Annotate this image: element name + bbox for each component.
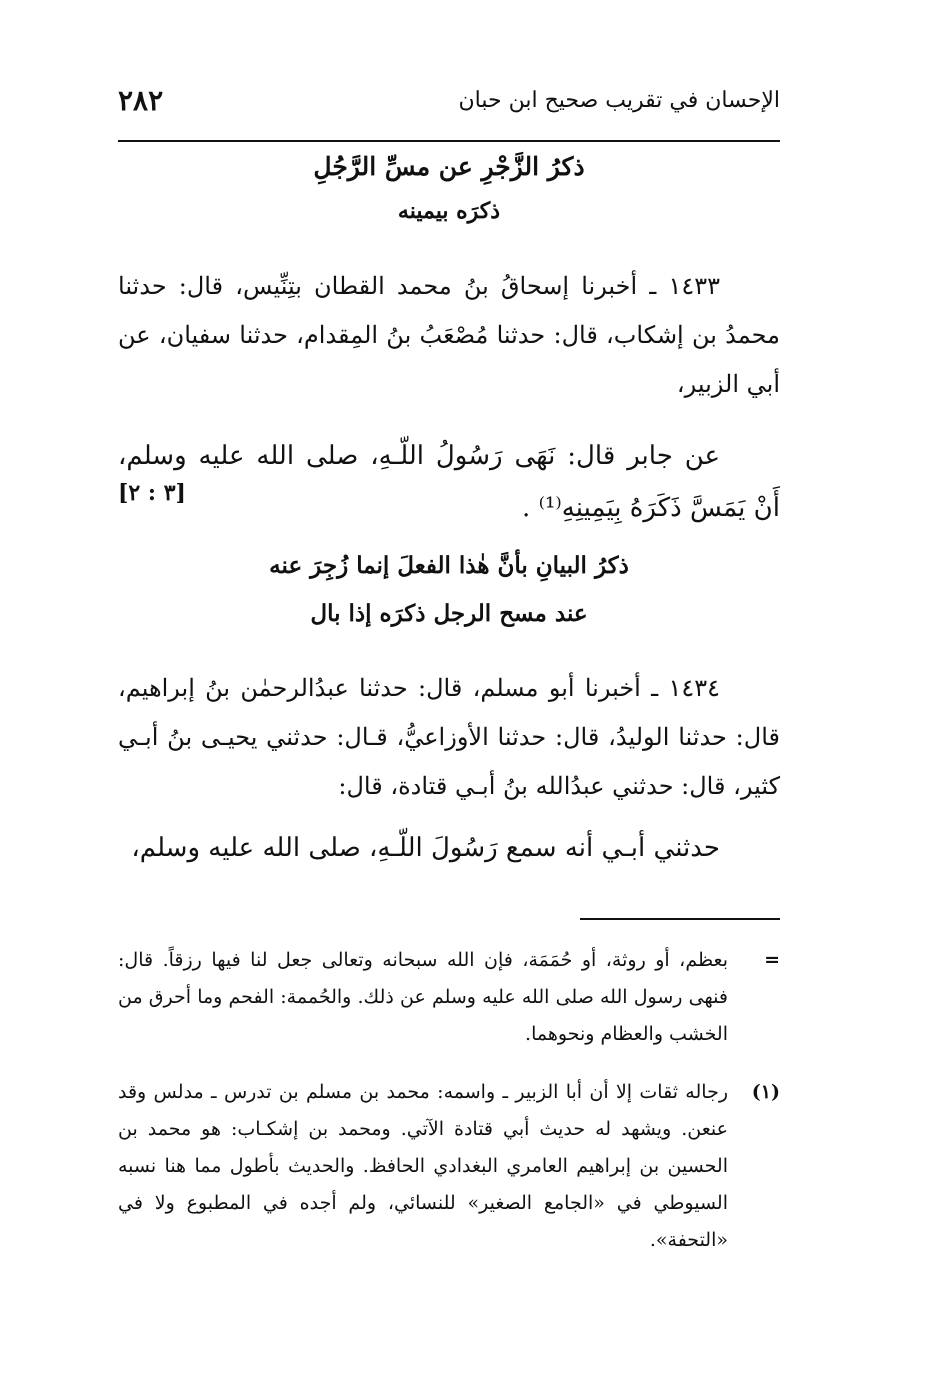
- page-number: ٢٨٢: [118, 84, 164, 117]
- footnote: [118, 1074, 780, 1259]
- header-rule: [118, 140, 780, 142]
- section-title: ذكرُ الزَّجْرِ عن مسِّ الرَّجُلِ: [313, 152, 585, 181]
- section-subtitle: عند مسح الرجل ذكرَه إذا بال: [310, 600, 588, 627]
- section-subtitle: ذكرَه بيمينه: [397, 198, 501, 224]
- footnote-mark: (١): [751, 1081, 780, 1103]
- hadith-1434-matn: حدثني أبـي أنه سمع رَسُولَ اللّـهِ، صلى الله عليه وسلم،: [131, 833, 720, 863]
- footnote-text: بعظم، أو روثة، أو حُمَمَة، فإن الله سبحانه وتعالى جعل لنا فيها رزقاً. قال: فنهى رسول الله صلى الله عليه وسلم عن ذلك. والحُممة: الفحم وما أحرق من الخشب والعظام ونحوهما.: [118, 949, 728, 1045]
- footnote-rule: [580, 918, 780, 920]
- footnote-mark: =: [764, 949, 780, 971]
- hadith-1433-isnad: ١٤٣٣ ـ أخبرنا إسحاقُ بنُ محمد القطان بتِنِّيس، قال: حدثنا محمدُ بن إشكاب، قال: حدثنا مُصْعَبُ بنُ المِقدام، حدثنا سفيان، عن أبي الزبير،: [118, 272, 781, 398]
- hadith-1433-reference: [٣ : ٢]: [118, 480, 186, 506]
- hadith-1433-matn: عن جابر قال: نَهَى رَسُولُ اللّـهِ، صلى الله عليه وسلم، أَنْ يَمَسَّ ذَكَرَهُ بِيَمِينِهِ⁽¹⁾ .: [118, 441, 780, 523]
- page-header: [118, 80, 780, 128]
- running-title: الإحسان في تقريب صحيح ابن حبان: [458, 88, 780, 113]
- section-title: ذكرُ البيانِ بأنَّ هٰذا الفعلَ إنما زُجِرَ عنه: [269, 552, 629, 579]
- footnote: [118, 942, 780, 1053]
- hadith-1434-isnad: ١٤٣٤ ـ أخبرنا أبو مسلم، قال: حدثنا عبدُالرحمٰن بنُ إبراهيم، قال: حدثنا الوليدُ، قال: حدثنا الأوزاعيُّ، قـال: حدثني يحيـى بنُ أبـي كثير، قال: حدثني عبدُالله بنُ أبـي قتادة، قال:: [118, 674, 780, 800]
- footnote-text: رجاله ثقات إلا أن أبا الزبير ـ واسمه: محمد بن مسلم بن تدرس ـ مدلس وقد عنعن. ويشهد له حديث أبي قتادة الآتي. ومحمد بن إشكـاب: هو محمد بن الحسين بن إبراهيم العامري البغدادي الحافظ. والحديث بأطول مما هنا نسبه السيوطي في «الجامع الصغير» للنسائي، ولم أجده في المطبوع ولا في «التحفة».: [118, 1081, 728, 1251]
